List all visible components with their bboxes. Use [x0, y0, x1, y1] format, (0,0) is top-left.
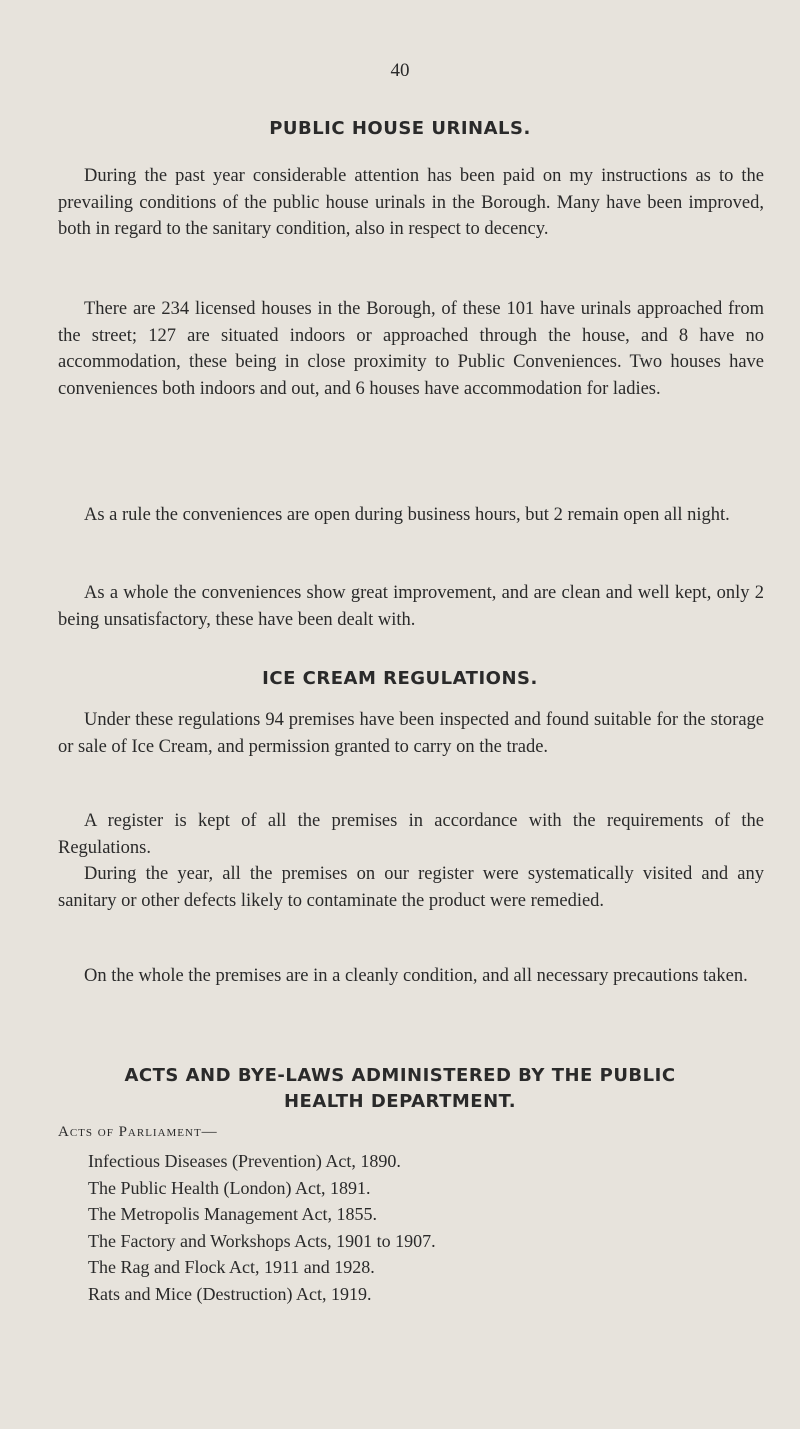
list-item: The Public Health (London) Act, 1891.: [88, 1177, 371, 1198]
paragraph: As a rule the conveniences are open during business hours, but 2 remain open all night.: [84, 505, 730, 525]
acts-of-parliament-label: Acts of Parliament—: [58, 1124, 218, 1140]
list-item: Infectious Diseases (Prevention) Act, 1890.: [88, 1151, 401, 1171]
heading-public-house-urinals: PUBLIC HOUSE URINALS.: [269, 118, 531, 139]
paragraph: There are 234 licensed houses in the Borough, of these 101 have urinals approached from the street; 127 are situated indoors or approached through the house, and 8 have no accommodation, these being in close proximity to Public Conveniences. Two houses have conveniences both indoors and out, and 6 houses have accommodation for ladies.: [58, 299, 764, 399]
heading-ice-cream-regulations: ICE CREAM REGULATIONS.: [262, 668, 538, 689]
paragraph: As a whole the conveniences show great improvement, and are clean and well kept, only 2 being unsatisfactory, these have been dealt with.: [58, 583, 764, 630]
list-item: The Rag and Flock Act, 1911 and 1928.: [88, 1257, 375, 1277]
paragraph: During the past year considerable attention has been paid on my instructions as to the prevailing conditions of the public house urinals in the Borough. Many have been improved, both in regard to the sanitary condition, also in respect to decency.: [58, 166, 764, 239]
page-number: 40: [390, 60, 410, 81]
heading-acts-line-2: HEALTH DEPARTMENT.: [283, 1091, 517, 1112]
heading-acts-line-1: ACTS AND BYE-LAWS ADMINISTERED BY THE PUBLIC: [124, 1065, 676, 1086]
list-item: The Factory and Workshops Acts, 1901 to 1907.: [88, 1230, 436, 1251]
paragraph: A register is kept of all the premises in accordance with the requirements of the Regulations.: [58, 811, 764, 858]
paragraph: On the whole the premises are in a cleanly condition, and all necessary precautions taken.: [84, 966, 748, 986]
acts-list: [88, 1148, 436, 1307]
paragraph: Under these regulations 94 premises have been inspected and found suitable for the storage or sale of Ice Cream, and permission granted to carry on the trade.: [58, 710, 764, 757]
paragraph: During the year, all the premises on our register were systematically visited and any sanitary or other defects likely to contaminate the product were remedied.: [58, 864, 764, 911]
list-item: The Metropolis Management Act, 1855.: [88, 1204, 377, 1224]
list-item: Rats and Mice (Destruction) Act, 1919.: [88, 1283, 372, 1304]
